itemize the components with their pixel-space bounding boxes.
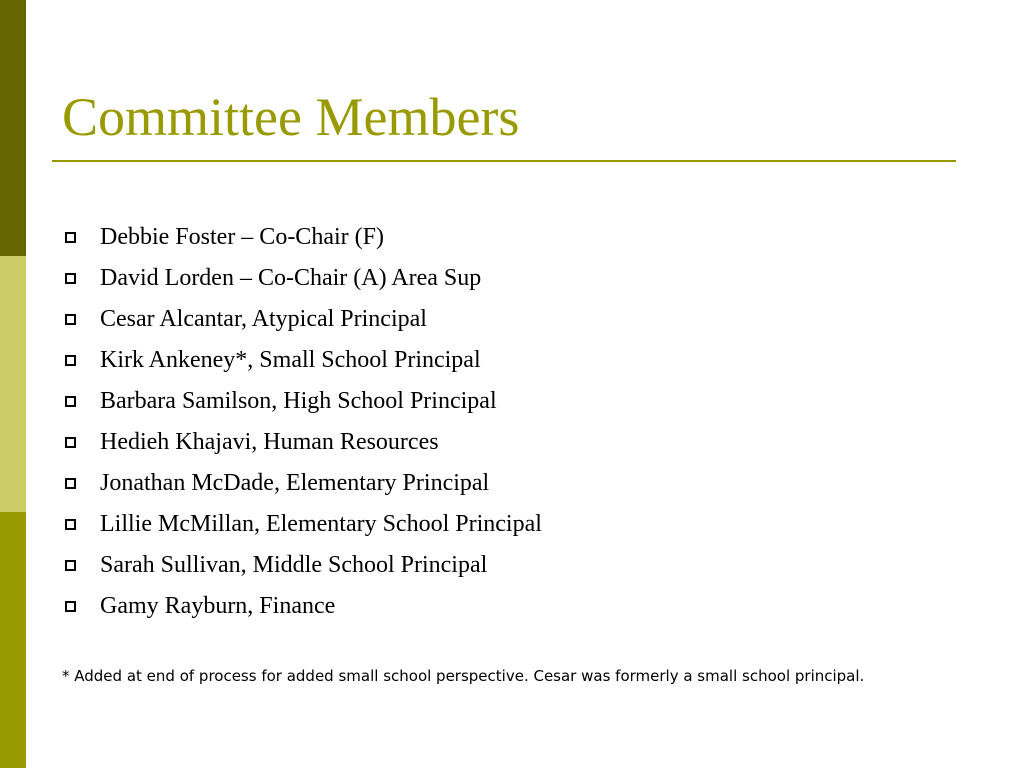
list-item bbox=[62, 261, 542, 302]
list-item bbox=[62, 343, 542, 384]
list-item bbox=[62, 302, 542, 343]
member-text: Cesar Alcantar, Atypical Principal bbox=[100, 306, 427, 332]
list-item bbox=[62, 589, 542, 630]
member-text: Kirk Ankeney*, Small School Principal bbox=[100, 347, 481, 373]
member-list bbox=[62, 220, 542, 630]
side-bar-segment-bottom bbox=[0, 512, 26, 768]
member-text: Hedieh Khajavi, Human Resources bbox=[100, 429, 439, 455]
member-text: Debbie Foster – Co-Chair (F) bbox=[100, 224, 384, 250]
member-text: Jonathan McDade, Elementary Principal bbox=[100, 470, 490, 496]
hollow-square-bullet-icon bbox=[65, 355, 76, 366]
list-item bbox=[62, 548, 542, 589]
list-item bbox=[62, 220, 542, 261]
member-text: Gamy Rayburn, Finance bbox=[100, 593, 336, 619]
member-text: Lillie McMillan, Elementary School Principal bbox=[100, 511, 542, 537]
side-bar-segment-top bbox=[0, 0, 26, 256]
hollow-square-bullet-icon bbox=[65, 396, 76, 407]
list-item bbox=[62, 507, 542, 548]
hollow-square-bullet-icon bbox=[65, 437, 76, 448]
title-underline bbox=[52, 160, 956, 162]
hollow-square-bullet-icon bbox=[65, 560, 76, 571]
list-item bbox=[62, 425, 542, 466]
member-text: Barbara Samilson, High School Principal bbox=[100, 388, 497, 414]
side-decoration-bar bbox=[0, 0, 26, 768]
list-item bbox=[62, 384, 542, 425]
side-bar-segment-middle bbox=[0, 256, 26, 512]
hollow-square-bullet-icon bbox=[65, 232, 76, 243]
hollow-square-bullet-icon bbox=[65, 273, 76, 284]
member-text: David Lorden – Co-Chair (A) Area Sup bbox=[100, 265, 482, 291]
hollow-square-bullet-icon bbox=[65, 478, 76, 489]
hollow-square-bullet-icon bbox=[65, 601, 76, 612]
hollow-square-bullet-icon bbox=[65, 314, 76, 325]
hollow-square-bullet-icon bbox=[65, 519, 76, 530]
list-item bbox=[62, 466, 542, 507]
member-text: Sarah Sullivan, Middle School Principal bbox=[100, 552, 488, 578]
footnote: * Added at end of process for added small school perspective. Cesar was formerly a small school principal. bbox=[62, 667, 865, 685]
slide-title: Committee Members bbox=[62, 87, 520, 147]
